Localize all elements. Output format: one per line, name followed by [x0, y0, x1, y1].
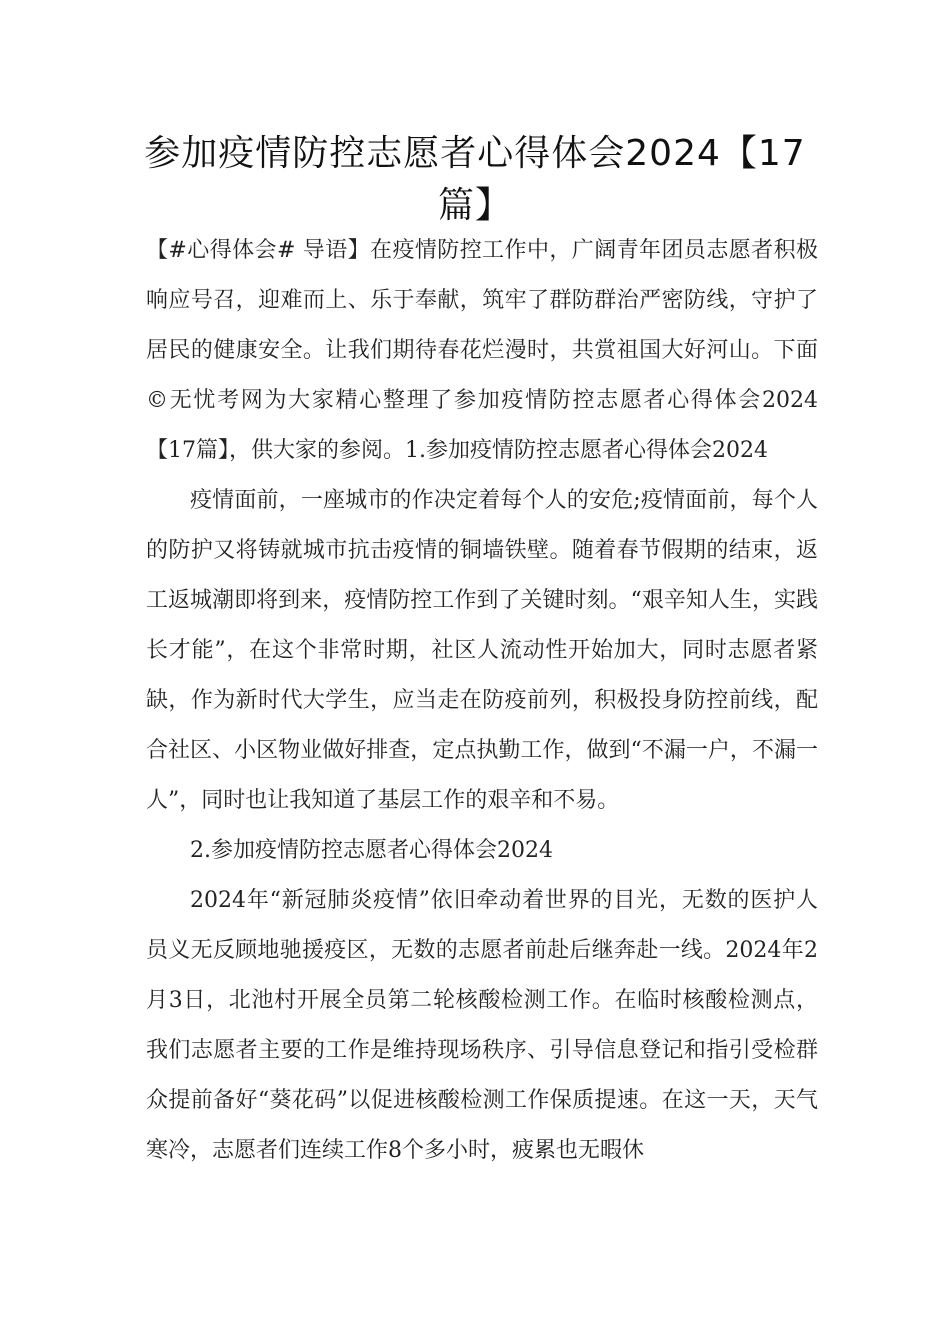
intro-paragraph: 【#心得体会# 导语】在疫情防控工作中，广阔青年团员志愿者积极响应号召，迎难而上、乐于奉献，筑牢了群防群治严密防线，守护了居民的健康安全。让我们期待春花烂漫时，共赏祖国大好河山。下面©无忧考网为大家精心整理了参加疫情防控志愿者心得体会2024【17篇】，供大家的参阅。1.参加疫情防控志愿者心得体会2024	[146, 238, 818, 463]
body-paragraph: 2024年“新冠肺炎疫情”依旧牵动着世界的目光，无数的医护人员义无反顾地驰援疫区，无数的志愿者前赴后继奔赴一线。2024年2月3日，北池村开展全员第二轮核酸检测工作。在临时核酸检测点，我们志愿者主要的工作是维持现场秩序、引导信息登记和指引受检群众提前备好“葵花码”以促进核酸检测工作保质提速。在这一天，天气寒冷，志愿者们连续工作8个多小时，疲累也无暇休	[146, 888, 818, 1163]
section-heading: 2.参加疫情防控志愿者心得体会2024	[190, 838, 553, 863]
document-title: 参加疫情防控志愿者心得体会2024【17篇】	[144, 133, 806, 226]
body-paragraph: 疫情面前，一座城市的作决定着每个人的安危;疫情面前，每个人的防护又将铸就城市抗击疫情的铜墙铁壁。随着春节假期的结束，返工返城潮即将到来，疫情防控工作到了关键时刻。“艰辛知人生，实践长才能”，在这个非常时期，社区人流动性开始加大，同时志愿者紧缺，作为新时代大学生，应当走在防疫前列，积极投身防控前线，配合社区、小区物业做好排查，定点执勤工作，做到“不漏一户，不漏一人”，同时也让我知道了基层工作的艰辛和不易。	[146, 488, 818, 813]
document-body	[146, 226, 818, 1176]
